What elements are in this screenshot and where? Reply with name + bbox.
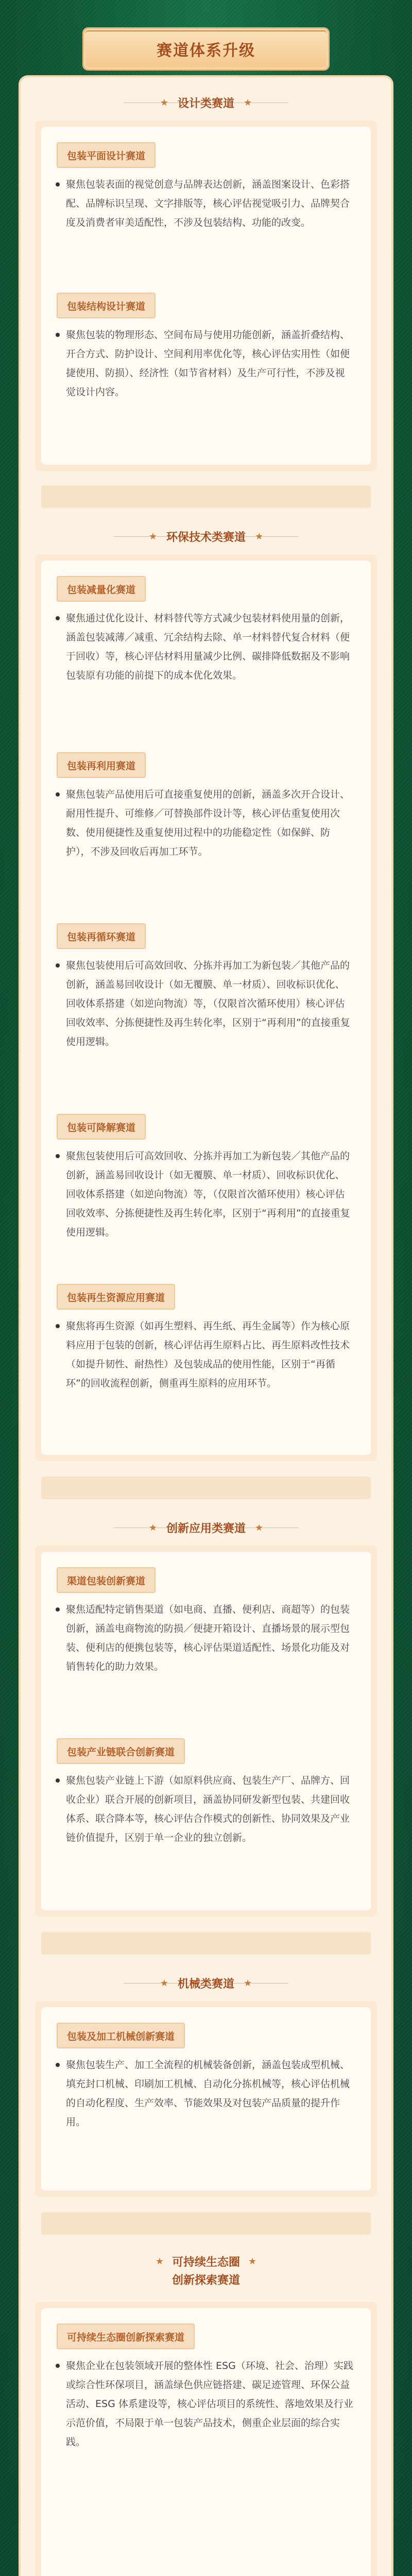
track-tag: 包装可降解赛道 <box>57 1114 146 1140</box>
section-header-eco <box>134 523 278 549</box>
track-description: 聚焦包装生产、加工全流程的机械装备创新，涵盖包装成型机械、填充封口机械、印刷加工机械、自动化分拣机械等，核心评估机械的自动化程度、生产效率、节能效果及对包装产品质量的提升作用。 <box>66 2056 354 2132</box>
section-body-eco <box>35 554 377 1461</box>
track-description: 聚焦包装产业链上下游（如原料供应商、包装生产厂、品牌方、回收企业）联合开展的创新项目，涵盖协同研发新型包装、共建回收体系、联合降本等，核心评估合作模式的创新性、协同效果及产业链价值提升，区别于单一企业的独立创新。 <box>66 1771 354 1848</box>
star-icon: ★ <box>248 2256 257 2267</box>
section-body-design <box>35 121 377 471</box>
section-body-sustainability <box>35 2302 377 2576</box>
track-description: 聚焦包装使用后可高效回收、分拣并再加工为新包装／其他产品的创新，涵盖易回收设计（如无覆膜、单一材质）、回收标识优化、回收体系搭建（如逆向物流）等，（仅限首次循环使用）核心评估回收效率、分拣便捷性及再生转化率，区别于“再利用”的直接重复使用逻辑。 <box>66 1147 354 1242</box>
section-body-machinery <box>35 2001 377 2197</box>
track-description: 聚焦将再生资源（如再生塑料、再生纸、再生金属等）作为核心原料应用于包装的创新，核心评估再生原料占比、再生原料改性技术（如提升韧性、耐热性）及包装成品的使用性能，区别于“再循环”的回收流程创新，侧重再生原料的应用环节。 <box>66 1317 354 1393</box>
star-icon: ★ <box>160 97 168 108</box>
track-description: 聚焦包装使用后可高效回收、分拣并再加工为新包装／其他产品的创新，涵盖易回收设计（如无覆膜、单一材质）、回收标识优化、回收体系搭建（如逆向物流）等，（仅限首次循环使用）核心评估回收效率、分拣便捷性及再生转化率，区别于“再利用”的直接重复使用逻辑。 <box>66 956 354 1052</box>
star-icon: ★ <box>255 1522 264 1533</box>
section-header-machinery <box>144 1970 268 1996</box>
track-card-group <box>41 1552 371 1910</box>
section-header-innovation <box>134 1515 278 1540</box>
star-icon: ★ <box>155 2256 164 2267</box>
track-tag: 包装再生资源应用赛道 <box>57 1284 175 1310</box>
track-card-group <box>41 561 371 1455</box>
section-title-row <box>156 2253 256 2269</box>
content-panel <box>21 77 391 2576</box>
section-title: 创新应用类赛道 <box>166 1522 246 1535</box>
section-title: 环保技术类赛道 <box>166 531 246 544</box>
track-tag: 包装再利用赛道 <box>57 752 146 778</box>
track-tag: 包装平面设计赛道 <box>57 142 156 168</box>
track-card-group <box>41 127 371 465</box>
track-tag: 渠道包装创新赛道 <box>57 1567 156 1593</box>
track-tag: 包装再循环赛道 <box>57 923 146 949</box>
track-description: 聚焦通过优化设计、材料替代等方式减少包装材料使用量的创新，涵盖包装减薄／减重、冗余结构去除、单一材料替代复合材料（便于回收）等，核心评估材料用量减少比例、碳排降低数据及不影响包装原有功能的前提下的成本优化效果。 <box>66 609 354 685</box>
track-description: 聚焦包装产品使用后可直接重复使用的创新，涵盖多次开合设计、耐用性提升、可维修／可替换部件设计等，核心评估重复使用次数、使用便捷性及重复使用过程中的功能稳定性（如保鲜、防护），不涉及回收后再加工环节。 <box>66 785 354 861</box>
star-icon: ★ <box>244 1977 252 1989</box>
section-separator <box>41 485 371 508</box>
section-header-design <box>144 90 268 115</box>
track-description: 聚焦企业在包装领域开展的整体性 ESG（环境、社会、治理）实践或综合性环保项目，涵盖绿色供应链搭建、碳足迹管理、环保公益活动、ESG 体系建设等，核心评估项目的系统性、落地效果及行业示范价值，不局限于单一包装产品技术，侧重企业层面的综合实践。 <box>66 2357 354 2452</box>
track-card-group <box>41 2007 371 2191</box>
section-title-line2: 创新探索赛道 <box>171 2274 240 2287</box>
section-title: 设计类赛道 <box>177 97 234 110</box>
section-title-row <box>172 2272 240 2287</box>
star-icon: ★ <box>148 1522 157 1533</box>
section-header-sustainability <box>129 2247 283 2294</box>
section-title: 机械类赛道 <box>177 1977 234 1991</box>
section-body-innovation <box>35 1546 377 1917</box>
track-tag: 可持续生态圈创新探索赛道 <box>57 2324 195 2349</box>
section-title-line1: 可持续生态圈 <box>171 2256 240 2269</box>
track-tag: 包装结构设计赛道 <box>57 293 156 318</box>
star-icon: ★ <box>255 531 264 542</box>
track-tag: 包装产业链联合创新赛道 <box>57 1738 185 1764</box>
section-separator <box>41 1477 371 1499</box>
page-title: 赛道体系升级 <box>84 29 328 69</box>
section-separator <box>41 2212 371 2235</box>
section-separator <box>41 1932 371 1955</box>
track-description: 聚焦包装的物理形态、空间布局与使用功能创新，涵盖折叠结构、开合方式、防护设计、空间利用率优化等，核心评估实用性（如便捷使用、防损）、经济性（如节省材料）及生产可行性，不涉及视觉设计内容。 <box>66 326 354 402</box>
star-icon: ★ <box>148 531 157 542</box>
track-tag: 包装及加工机械创新赛道 <box>57 2023 185 2048</box>
star-icon: ★ <box>160 1977 168 1989</box>
star-icon: ★ <box>244 97 252 108</box>
track-card-group <box>41 2308 371 2576</box>
track-description: 聚焦包装表面的视觉创意与品牌表达创新，涵盖图案设计、色彩搭配、品牌标识呈现、文字排版等，核心评估视觉吸引力、品牌契合度及消费者审美适配性，不涉及包装结构、功能的改变。 <box>66 175 354 232</box>
track-tag: 包装减量化赛道 <box>57 576 146 602</box>
track-description: 聚焦适配特定销售渠道（如电商、直播、便利店、商超等）的包装创新，涵盖电商物流的防损／便捷开箱设计、直播场景的展示型包装、便利店的便携包装等，核心评估渠道适配性、场景化功能及对销售转化的助力效果。 <box>66 1600 354 1676</box>
